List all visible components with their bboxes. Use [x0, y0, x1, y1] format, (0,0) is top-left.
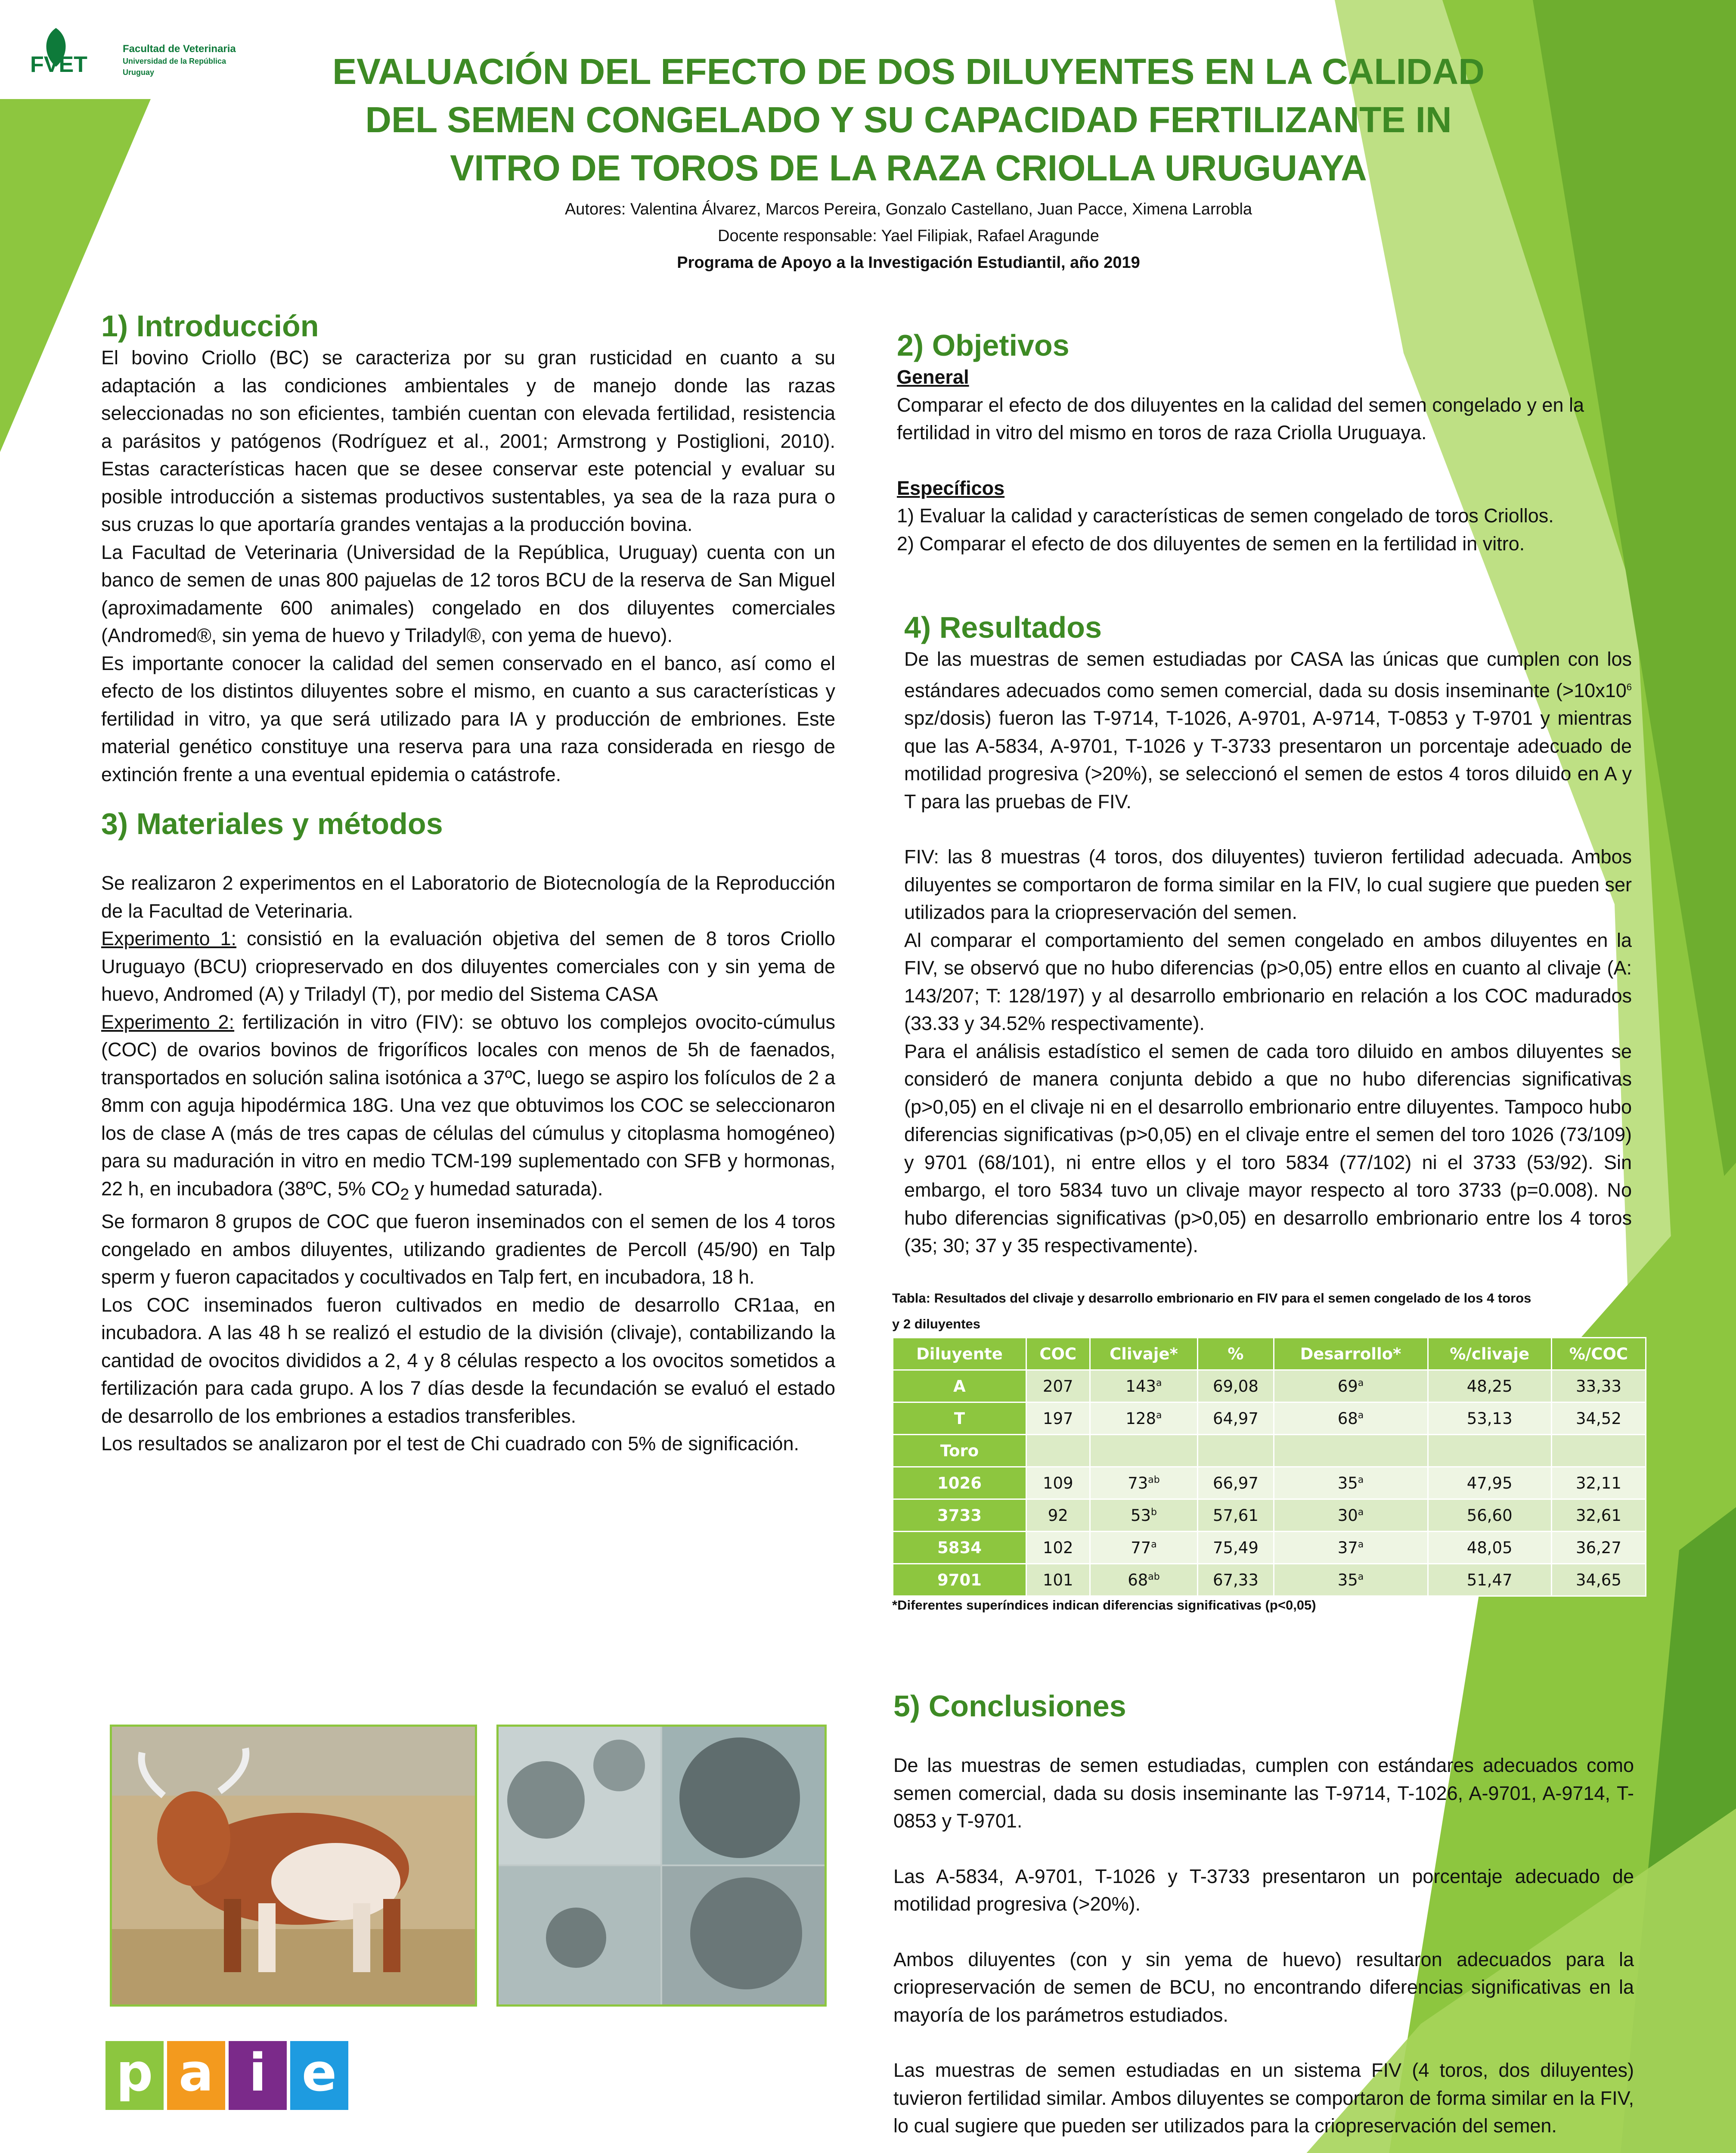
title-line1: EVALUACIÓN DEL EFECTO DE DOS DILUYENTES EN LA CALIDAD [332, 51, 1485, 92]
title-line2: DEL SEMEN CONGELADO Y SU CAPACIDAD FERTILIZANTE IN [365, 99, 1452, 140]
cell-clivaje-superscript: a [1156, 1410, 1162, 1421]
conclusions-p1: De las muestras de semen estudiadas, cumplen con estándares adecuados como semen comercial, dada su dosis inseminante las T-9714, T-1026, A-9701, A-9714, T-0853 y T-9701. [893, 1754, 1634, 1832]
table-caption [892, 1285, 1650, 1337]
cell-pct-clivaje-value: 51,47 [1466, 1570, 1513, 1589]
cell-pct [1198, 1564, 1274, 1596]
th-pct-clivaje: %/clivaje [1428, 1338, 1551, 1370]
exp2-text-a: fertilización in vitro (FIV): se obtuvo los complejos ovocito-cúmulus (COC) de ovarios bovinos de frigoríficos locales con menos de 5h de faenados, transportados en solución salina isotónica a 37ºC, luego se aspiro los folículos de 2 a 8mm con aguja hipodérmica 18G. Una vez que obtuvimos los COC se seleccionaron los de clase A (más de tres capas de células del cúmulus y citoplasma homogéneo) para su maduración in vitro en medio TCM-199 suplementado con SFB y hormonas, 22 h, en incubadora (38ºC, 5% CO [101, 1011, 835, 1200]
th-desarrollo: Desarrollo* [1274, 1338, 1428, 1370]
exp1-text: consistió en la evaluación objetiva del semen de 8 toros Criollo Uruguayo (BCU) criopreservado en dos diluyentes comerciales con y sin yema de huevo, Andromed (A) y Triladyl (T), por medio del Sistema CASA [101, 928, 835, 1005]
cell-coc-value: 109 [1042, 1474, 1073, 1492]
cell-clivaje [1090, 1467, 1198, 1499]
methods-p4: Los resultados se analizaron por el test de Chi cuadrado con 5% de significación. [101, 1433, 799, 1455]
logo-line3: Uruguay [123, 68, 155, 77]
cell-pct-clivaje [1428, 1402, 1551, 1435]
methods-p3: Los COC inseminados fueron cultivados en medio de desarrollo CR1aa, en incubadora. A las 48 h se realizó el estudio de la división (clivaje), contabilizando la cantidad de ovocitos divididos a 2, 4 y 8 células respecto a los ovocitos sometidos a fertilización para cada grupo. A los 7 días desde la fecundación se evaluó el estado de desarrollo de los embriones a estadios transferibles. [101, 1294, 835, 1427]
results-section [904, 609, 1632, 1260]
cell-pct [1198, 1499, 1274, 1532]
cell-pct-coc [1551, 1370, 1646, 1402]
methods-p2: Se formaron 8 grupos de COC que fueron inseminados con el semen de los 4 toros congelado en ambos diluyentes, utilizando gradientes de Percoll (45/90) en Talp sperm y fueron capacitados y cocultivados en Talp fert, en incubadora, 18 h. [101, 1210, 835, 1288]
cell-coc-value: 102 [1042, 1538, 1073, 1557]
cell-desarrollo-value: 30 [1337, 1506, 1358, 1525]
cell-coc-value: 92 [1048, 1506, 1068, 1525]
cell-pct-coc-value: 33,33 [1575, 1377, 1621, 1396]
cell-desarrollo [1274, 1564, 1428, 1596]
cell-desarrollo [1274, 1435, 1428, 1467]
cell-pct-value: 75,49 [1212, 1538, 1259, 1557]
th-diluyente: Diluyente [893, 1338, 1026, 1370]
results-p1 [904, 645, 1632, 816]
program: Programa de Apoyo a la Investigación Estudiantil, año 2019 [677, 254, 1140, 272]
cell-pct-coc [1551, 1467, 1646, 1499]
results-table-block [892, 1285, 1650, 1614]
conclusions-p4: Las muestras de semen estudiadas en un sistema FIV (4 toros, dos diluyentes) tuvieron fertilidad similar. Ambos diluyentes se comportaron de forma similar en la FIV, lo cual sugiere que pueden ser utilizados para la criopreservación del semen. [893, 2059, 1634, 2137]
cell-clivaje [1090, 1532, 1198, 1564]
cell-desarrollo-value: 68 [1337, 1409, 1358, 1428]
cell-desarrollo-value: 69 [1337, 1377, 1358, 1396]
th-clivaje: Clivaje* [1090, 1338, 1198, 1370]
table-row [893, 1467, 1646, 1499]
cell-clivaje-value: 77 [1131, 1538, 1151, 1557]
cell-pct-coc [1551, 1435, 1646, 1467]
authors: Autores: Valentina Álvarez, Marcos Pereira, Gonzalo Castellano, Juan Pacce, Ximena Larrobla [564, 200, 1252, 218]
logo-line2: Universidad de la República [123, 57, 226, 65]
cell-pct-coc [1551, 1564, 1646, 1596]
cell-pct-coc [1551, 1402, 1646, 1435]
intro-p1: El bovino Criollo (BC) se caracteriza por su gran rusticidad en cuanto a su adaptación a las condiciones ambientales y de manejo donde las razas seleccionadas no son eficientes, también cuentan con elevada fertilidad, resistencia a parásitos y patógenos (Rodríguez et al., 2001; Armstrong y Postiglioni, 2010). Estas características hacen que se desee conservar este potencial y evaluar su posible introducción a sistemas productivos sustentables, ya sea de la raza pura o sus cruzas lo que aportaría grandes ventajas a la producción bovina. [101, 347, 835, 535]
cell-coc [1026, 1564, 1090, 1596]
cell-pct-clivaje [1428, 1467, 1551, 1499]
cell-coc-value: 197 [1042, 1409, 1073, 1428]
cell-pct-coc-value: 32,61 [1575, 1506, 1621, 1525]
exp2-sub: 2 [400, 1185, 409, 1203]
intro-heading: 1) Introducción [101, 309, 319, 343]
table-note: *Diferentes superíndices indican diferencias significativas (p<0,05) [892, 1598, 1316, 1613]
results-p1a: De las muestras de semen estudiadas por CASA las únicas que cumplen con los estándares adecuados como semen comercial, dada su dosis inseminante (>10x10 [904, 648, 1632, 701]
cell-clivaje [1090, 1564, 1198, 1596]
cell-label [893, 1402, 1026, 1435]
cell-pct-value: 57,61 [1212, 1506, 1259, 1525]
cell-pct-clivaje-value: 48,05 [1466, 1538, 1513, 1557]
cell-pct-clivaje-value: 56,60 [1466, 1506, 1513, 1525]
methods-heading: 3) Materiales y métodos [101, 807, 443, 841]
cell-desarrollo [1274, 1467, 1428, 1499]
teachers: Docente responsable: Yael Filipiak, Rafael Aragunde [718, 227, 1099, 245]
cell-pct-clivaje-value: 53,13 [1466, 1409, 1513, 1428]
cell-coc [1026, 1435, 1090, 1467]
cell-clivaje [1090, 1435, 1198, 1467]
cell-coc [1026, 1467, 1090, 1499]
results-table [892, 1337, 1646, 1597]
paie-letter-p: p [105, 2041, 164, 2110]
paie-letter-e: e [290, 2041, 348, 2110]
table-header-row [893, 1338, 1646, 1370]
cell-pct [1198, 1370, 1274, 1402]
cell-pct-coc-value: 32,11 [1575, 1474, 1621, 1492]
cell-clivaje [1090, 1370, 1198, 1402]
specific-label: Específicos [897, 477, 1005, 499]
conclusions-section [893, 1688, 1634, 2140]
results-p1b: spz/dosis) fueron las T-9714, T-1026, A-9701, A-9714, T-0853 y T-9701 y mientras que las A-5834, A-9701, T-1026 y T-3733 presentaron un porcentaje adecuado de motilidad progresiva (>20%), se seleccionó el semen de estos 4 toros diluido en A y T para las pruebas de FIV. [904, 707, 1632, 813]
table-caption-line2: y 2 diluyentes [892, 1316, 981, 1331]
cell-label-value: T [954, 1409, 965, 1428]
methods-body [101, 869, 835, 1458]
results-p4: Para el análisis estadístico el semen de cada toro diluido en ambos diluyentes se consideró de manera conjunta debido a que no hubo diferencias significativas (p>0,05) en el clivaje ni en el desarrollo embrionario entre diluyentes. Tampoco hubo diferencias significativas (p>0,05) en el clivaje entre el semen del toro 1026 (73/109) y 9701 (68/101), ni entre ellos y el toro 5834 (77/102) ni el 3733 (53/92). Sin embargo, el toro 5834 tuvo un clivaje mayor respecto al toro 3733 (p=0.008). No hubo diferencias significativas (p>0,05) en desarrollo embrionario entre los 4 toros (35; 30; 37 y 35 respectivamente). [904, 1040, 1632, 1256]
cell-pct-clivaje-value: 47,95 [1466, 1474, 1513, 1492]
exp1-label: Experimento 1: [101, 928, 237, 949]
cell-label [893, 1532, 1026, 1564]
cell-pct-clivaje [1428, 1532, 1551, 1564]
conclusions-p2: Las A-5834, A-9701, T-1026 y T-3733 presentaron un porcentaje adecuado de motilidad progresiva (>20%). [893, 1865, 1634, 1915]
cell-label-value: 3733 [937, 1506, 982, 1525]
cell-pct-coc-value: 34,52 [1575, 1409, 1621, 1428]
cell-pct-value: 66,97 [1212, 1474, 1259, 1492]
cell-coc [1026, 1402, 1090, 1435]
th-pct: % [1198, 1338, 1274, 1370]
cell-clivaje-superscript: a [1156, 1377, 1162, 1389]
paie-letter-a: a [167, 2041, 225, 2110]
spec1: 1) Evaluar la calidad y características de semen congelado de toros Criollos. [897, 505, 1554, 527]
cell-coc-value: 101 [1042, 1570, 1073, 1589]
table-row [893, 1370, 1646, 1402]
results-p1-sup: 6 [1626, 681, 1632, 692]
cell-pct-clivaje [1428, 1499, 1551, 1532]
logo-line1: Facultad de Veterinaria [123, 43, 236, 55]
intro-body [101, 344, 835, 788]
cell-label-value: Toro [940, 1441, 979, 1460]
methods-p1: Se realizaron 2 experimentos en el Laboratorio de Biotecnología de la Reproducción de la Facultad de Veterinaria. [101, 872, 835, 922]
cell-clivaje [1090, 1402, 1198, 1435]
cell-pct-clivaje [1428, 1435, 1551, 1467]
poster-title [241, 47, 1576, 192]
cell-pct-value: 67,33 [1212, 1570, 1259, 1589]
fvet-logo [26, 26, 250, 90]
cell-desarrollo-superscript: a [1358, 1377, 1364, 1389]
cell-coc [1026, 1370, 1090, 1402]
cell-desarrollo [1274, 1499, 1428, 1532]
cell-label-value: 5834 [937, 1538, 982, 1557]
conclusions-heading: 5) Conclusiones [893, 1689, 1126, 1723]
cell-desarrollo [1274, 1532, 1428, 1564]
conclusions-p3: Ambos diluyentes (con y sin yema de huevo) resultaron adecuados para la criopreservación de semen de BCU, no encontrando diferencias significativas en la mayoría de los parámetros estudiados. [893, 1948, 1634, 2026]
cell-desarrollo-superscript: a [1358, 1474, 1364, 1486]
cell-desarrollo-value: 35 [1337, 1570, 1358, 1589]
cell-clivaje-superscript: ab [1148, 1474, 1160, 1486]
cell-desarrollo [1274, 1370, 1428, 1402]
cell-label [893, 1370, 1026, 1402]
cell-pct-coc-value: 34,65 [1575, 1570, 1621, 1589]
cell-pct-clivaje [1428, 1564, 1551, 1596]
cell-pct-value: 64,97 [1212, 1409, 1259, 1428]
cell-pct [1198, 1402, 1274, 1435]
cell-clivaje [1090, 1499, 1198, 1532]
table-row [893, 1532, 1646, 1564]
cell-clivaje-value: 68 [1128, 1570, 1148, 1589]
cell-desarrollo-value: 37 [1337, 1538, 1358, 1557]
results-p3: Al comparar el comportamiento del semen congelado en ambos diluyentes en la FIV, se observó que no hubo diferencias (p>0,05) entre ellos en cuanto al clivaje (A: 143/207; T: 128/197) y al desarrollo embrionario en relación a los COC madurados (33.33 y 34.52% respectivamente). [904, 929, 1632, 1034]
cell-clivaje-value: 53 [1130, 1506, 1151, 1525]
exp2-text-b: y humedad saturada). [409, 1177, 603, 1200]
cell-pct-coc [1551, 1499, 1646, 1532]
table-row [893, 1499, 1646, 1532]
left-column [101, 308, 835, 1458]
cell-pct-coc-value: 36,27 [1575, 1538, 1621, 1557]
cell-coc [1026, 1532, 1090, 1564]
cell-label [893, 1564, 1026, 1596]
logo-short: FVET [30, 52, 87, 77]
table-row [893, 1402, 1646, 1435]
cell-pct-coc [1551, 1532, 1646, 1564]
cell-label [893, 1499, 1026, 1532]
embryo-photos [496, 1725, 827, 2007]
cell-clivaje-superscript: b [1151, 1507, 1157, 1518]
results-heading: 4) Resultados [904, 611, 1102, 644]
embryo-image-grid [499, 1727, 825, 2004]
criollo-bull-image [112, 1727, 475, 2004]
cell-pct [1198, 1532, 1274, 1564]
conclusions-body [893, 1752, 1634, 2140]
cell-desarrollo-superscript: a [1358, 1507, 1364, 1518]
objectives-section [897, 327, 1631, 558]
methods-exp1 [101, 925, 835, 1008]
cell-desarrollo-superscript: a [1358, 1571, 1364, 1582]
cell-clivaje-superscript: ab [1148, 1571, 1160, 1582]
cell-clivaje-value: 73 [1128, 1474, 1148, 1492]
results-body [904, 645, 1632, 1260]
th-coc: COC [1026, 1338, 1090, 1370]
table-caption-line1: Tabla: Resultados del clivaje y desarrollo embrionario en FIV para el semen congelado de los 4 toros [892, 1291, 1531, 1306]
table-row [893, 1435, 1646, 1467]
cell-label [893, 1467, 1026, 1499]
cell-pct-clivaje [1428, 1370, 1551, 1402]
methods-exp2 [101, 1008, 835, 1208]
exp2-label: Experimento 2: [101, 1011, 235, 1033]
intro-p2: La Facultad de Veterinaria (Universidad de la República, Uruguay) cuenta con un banco de semen de unas 800 pajuelas de 12 toros BCU de la reserva de San Miguel (aproximadamente 600 animales) congelado en dos diluyentes comerciales (Andromed®, sin yema de huevo y Triladyl®, con yema de huevo). [101, 541, 835, 646]
credits [241, 196, 1576, 276]
paie-logo [105, 2041, 352, 2110]
cell-coc-value: 207 [1042, 1377, 1073, 1396]
general-label: General [897, 366, 969, 388]
cell-pct-value: 69,08 [1212, 1377, 1259, 1396]
results-p2: FIV: las 8 muestras (4 toros, dos diluyentes) tuvieron fertilidad adecuada. Ambos diluyentes se comportaron de forma similar en la FIV, lo cual sugiere que pueden ser utilizados para la criopreservación del semen. [904, 846, 1632, 923]
cow-photo [110, 1725, 477, 2007]
cell-coc [1026, 1499, 1090, 1532]
objectives-body [897, 363, 1631, 558]
cell-label-value: A [953, 1377, 966, 1396]
cell-pct [1198, 1467, 1274, 1499]
cell-desarrollo-superscript: a [1358, 1539, 1364, 1550]
general-text: Comparar el efecto de dos diluyentes en la calidad del semen congelado y en la fertilidad in vitro del mismo en toros de raza Criolla Uruguaya. [897, 394, 1584, 444]
cell-label-value: 9701 [937, 1570, 982, 1589]
paie-letter-i: i [229, 2041, 287, 2110]
table-row [893, 1564, 1646, 1596]
cell-desarrollo-value: 35 [1337, 1474, 1358, 1492]
cell-clivaje-superscript: a [1151, 1539, 1157, 1550]
objectives-heading: 2) Objetivos [897, 329, 1070, 362]
cell-pct [1198, 1435, 1274, 1467]
cell-label-value: 1026 [937, 1474, 982, 1492]
cell-clivaje-value: 143 [1125, 1377, 1156, 1396]
cell-desarrollo-superscript: a [1358, 1410, 1364, 1421]
spec2: 2) Comparar el efecto de dos diluyentes de semen en la fertilidad in vitro. [897, 532, 1525, 555]
cell-pct-clivaje-value: 48,25 [1466, 1377, 1513, 1396]
cell-clivaje-value: 128 [1125, 1409, 1156, 1428]
title-line3: VITRO DE TOROS DE LA RAZA CRIOLLA URUGUAYA [450, 148, 1367, 188]
cell-label [893, 1435, 1026, 1467]
th-pct-coc: %/COC [1551, 1338, 1646, 1370]
intro-p3: Es importante conocer la calidad del semen conservado en el banco, así como el efecto de los distintos diluyentes sobre el mismo, en cuanto a sus características y fertilidad in vitro, ya que será utilizado para IA y producción de embriones. Este material genético constituye una reserva para una raza considerada en riesgo de extinción frente a una eventual epidemia o catástrofe. [101, 652, 835, 785]
cell-desarrollo [1274, 1402, 1428, 1435]
